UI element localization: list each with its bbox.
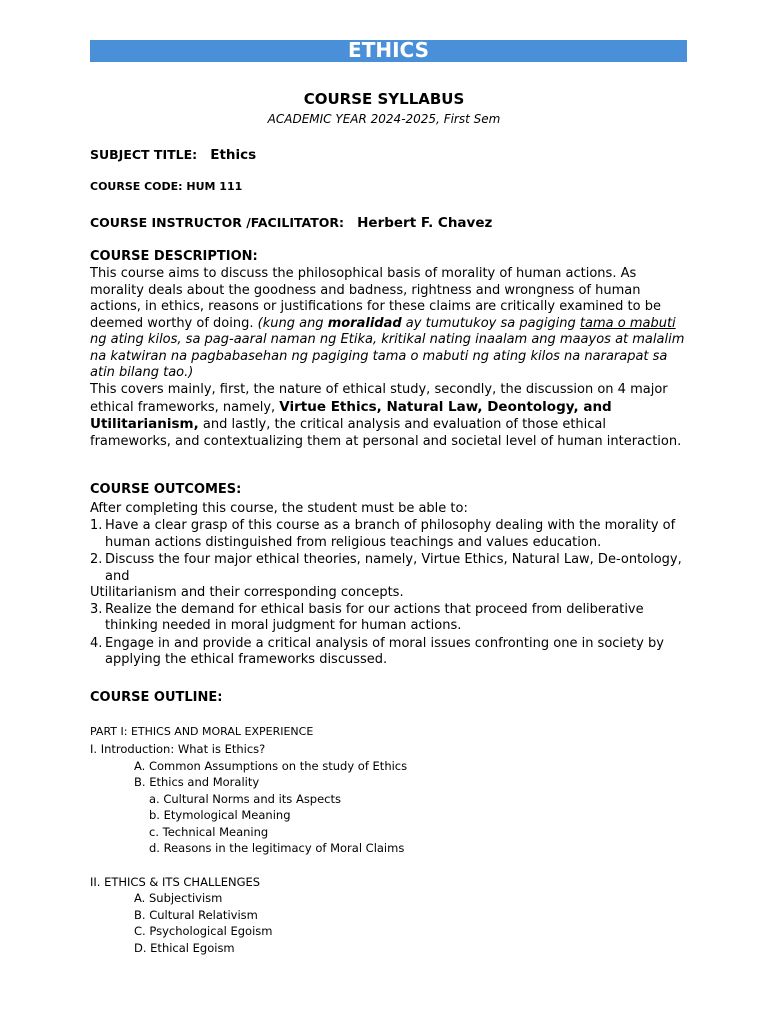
outcome-item-continued [90, 585, 690, 602]
coverage-paragraph [90, 382, 690, 450]
instructor-name: Herbert F. Chavez [357, 215, 493, 231]
outcomes-list [90, 518, 690, 669]
outline-subsection: D. Ethical Egoism [134, 941, 235, 955]
academic-year: ACADEMIC YEAR 2024-2025, First Sem [267, 112, 501, 126]
outline-subitem: b. Etymological Meaning [149, 808, 291, 822]
outline-section: I. Introduction: What is Ethics? [90, 742, 266, 756]
description-heading: COURSE DESCRIPTION: [90, 249, 258, 264]
outcome-number: 4. [90, 635, 103, 651]
outline-subitem: c. Technical Meaning [149, 825, 269, 839]
outline-subsection: C. Psychological Egoism [134, 924, 273, 938]
outline-part-heading: PART I: ETHICS AND MORAL EXPERIENCE [90, 725, 314, 738]
outcomes-intro: After completing this course, the student must be able to: [90, 501, 468, 516]
outcome-number: 1. [90, 518, 103, 533]
outline-subitem: a. Cultural Norms and its Aspects [149, 792, 342, 806]
outcome-text: Engage in and provide a critical analysis of moral issues confronting one in society by applying the ethical frameworks discussed. [105, 635, 664, 667]
outcome-text: Discuss the four major ethical theories, namely, Virtue Ethics, Natural Law, De-ontology, and [105, 552, 682, 584]
description-paragraph [90, 266, 690, 382]
banner-title: ETHICS [90, 40, 687, 62]
tagalog-part-e: ng ating kilos, sa pag-aaral naman ng Etika, kritikal nating inaalam ang maayos at malalim na katwiran na pagbabasehan ng pagiging tama o mabuti ng ating kilos na nararapat sa atin bilang tao.) [90, 332, 685, 380]
outcome-text: Utilitarianism and their corresponding concepts. [90, 585, 404, 600]
outline-section: II. ETHICS & ITS CHALLENGES [90, 875, 261, 889]
outline-subitem: d. Reasons in the legitimacy of Moral Claims [149, 841, 405, 855]
outline-subsection: A. Common Assumptions on the study of Ethics [134, 759, 408, 773]
tagalog-part-a: (kung ang [257, 315, 328, 331]
tagalog-part-c: ay tumutukoy sa pagiging [401, 315, 580, 331]
outcome-item [90, 552, 690, 585]
instructor-label: COURSE INSTRUCTOR /FACILITATOR: [90, 215, 345, 230]
description-text: This course aims to discuss the philosophical basis of morality of human actions. As morality deals about the goodness and badness, rightness and wrongness of human actions, in ethics, reasons or justifications for these claims are critically examined to be deemed worthy of doing. [90, 266, 661, 331]
coverage-text-a: This covers mainly, first, the nature of ethical study, secondly, the discussion on 4 major ethical frameworks, namely, [90, 382, 668, 415]
outline-subsection: B. Ethics and Morality [134, 775, 260, 789]
outcomes-heading: COURSE OUTCOMES: [90, 482, 242, 497]
outcome-number: 2. [90, 552, 103, 567]
outcome-number: 3. [90, 601, 103, 617]
coverage-text-c: and lastly, the critical analysis and evaluation of those ethical frameworks, and contextualizing them at personal and societal level of human interaction. [90, 417, 682, 449]
instructor-row [90, 212, 492, 231]
outline-subsection: A. Subjectivism [134, 891, 223, 905]
outcome-item [90, 636, 690, 669]
tagalog-moralidad: moralidad [327, 315, 402, 331]
syllabus-title: COURSE SYLLABUS [303, 90, 465, 108]
outcome-text: Realize the demand for ethical basis for our actions that proceed from deliberative thinking needed in moral judgment for human actions. [105, 601, 644, 633]
course-code: COURSE CODE: HUM 111 [90, 180, 243, 193]
coverage-frameworks: Virtue Ethics, Natural Law, Deontology, and Utilitarianism, [90, 398, 612, 432]
outcome-item [90, 518, 690, 551]
outcome-item [90, 602, 690, 635]
outline-subsection: B. Cultural Relativism [134, 908, 258, 922]
outline-heading: COURSE OUTLINE: [90, 690, 223, 705]
subject-title-label: SUBJECT TITLE: [90, 147, 198, 162]
subject-title-row [90, 144, 256, 163]
tagalog-tama-o-mabuti: tama o mabuti [579, 315, 676, 331]
outcome-text: Have a clear grasp of this course as a branch of philosophy dealing with the morality of human actions distinguished from religious teachings and values education. [105, 518, 676, 550]
subject-title-value: Ethics [210, 147, 257, 163]
